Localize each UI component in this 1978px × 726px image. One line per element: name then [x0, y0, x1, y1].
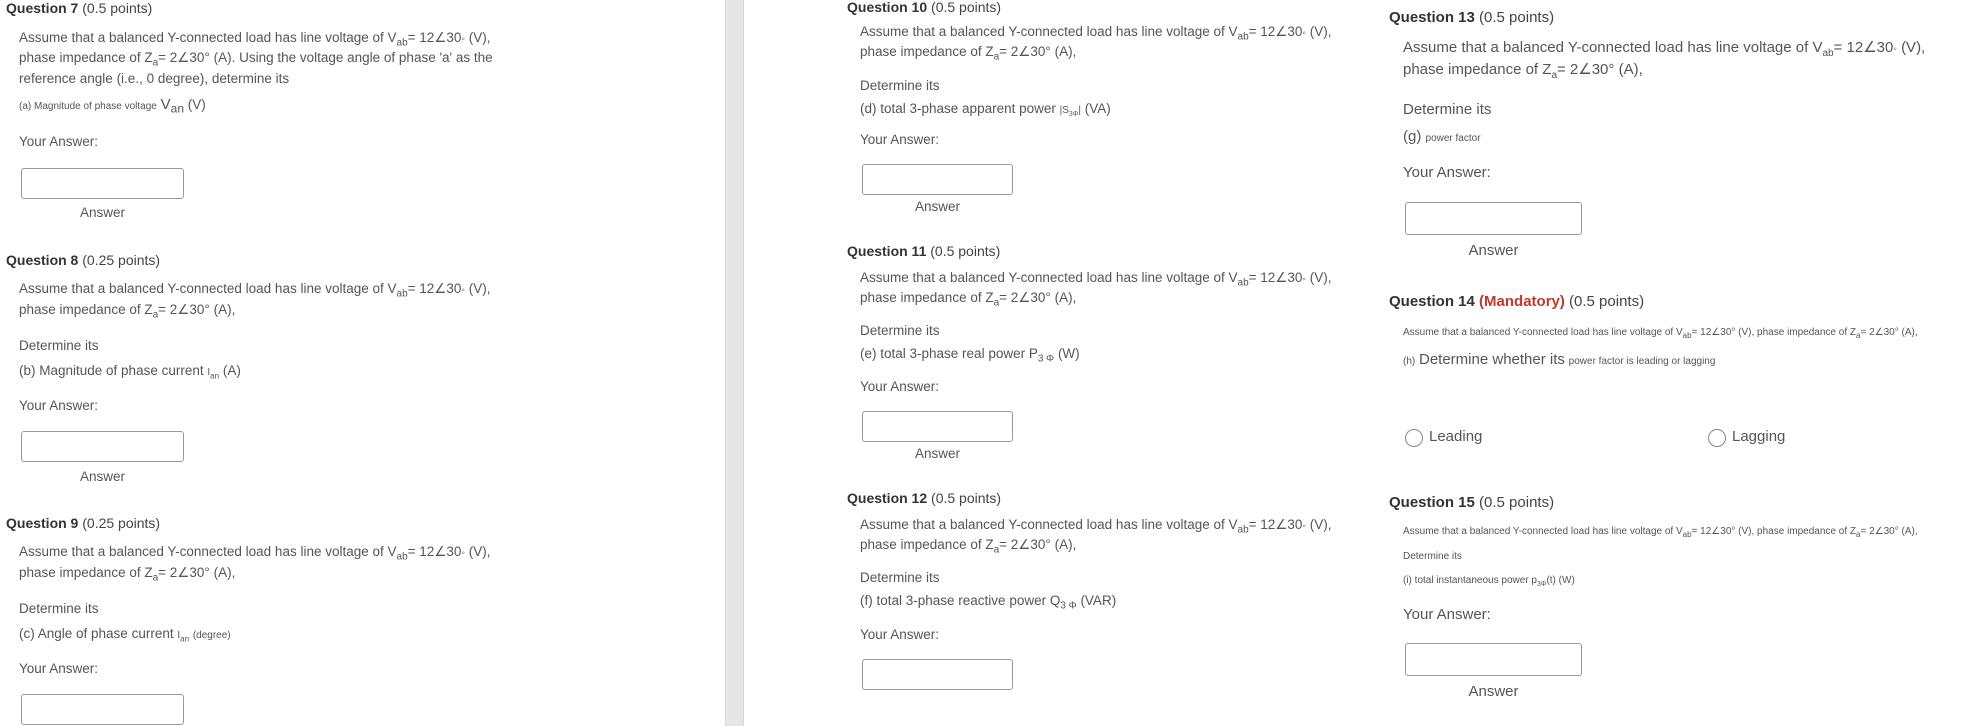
q7-answer-label: Answer — [79, 205, 125, 220]
q13-line1: Assume that a balanced Y-connected load has line voltage of $V_{ab}=$ 12∠30◦ (V), — [1403, 39, 1926, 59]
q7-part: (a) Magnitude of phase voltage $V_{an}$ (V) — [19, 96, 206, 116]
q10-part: (d) total 3-phase apparent power $|S_{3\Phi}|$ (VA) — [860, 101, 1111, 118]
q11-answer-label: Answer — [914, 446, 960, 461]
q13-line2: phase impedance of $Z_a=$ 2∠30° (A), — [1403, 61, 1643, 81]
q10-answer-label: Answer — [914, 199, 960, 214]
q15-determine: Determine its — [1403, 551, 1462, 562]
q15-part: (i) total instantaneous power $p_{3\Phi}(t)$ (W) — [1403, 575, 1575, 588]
q15-answer-input[interactable] — [1405, 643, 1582, 676]
q15-your-answer: Your Answer: — [1403, 606, 1491, 623]
q12-determine: Determine its — [860, 570, 940, 585]
q12-line2: phase impedance of $Z_a=$ 2∠30° (A), — [860, 537, 1077, 556]
q12-your-answer: Your Answer: — [860, 627, 940, 642]
q11-part: (e) total 3-phase real power $P_{3 \Phi}$ (W) — [860, 346, 1080, 365]
q13-part: (g) power factor — [1403, 128, 1481, 145]
q11-line1: Assume that a balanced Y-connected load has line voltage of $V_{ab}=$ 12∠30◦ (V), — [860, 270, 1332, 289]
q15-answer-label: Answer — [1468, 683, 1519, 700]
middle-column — [744, 0, 1384, 726]
column-divider — [725, 0, 744, 726]
q12-answer-input[interactable] — [862, 659, 1013, 690]
question-10-header: Question 10 (0.5 points) — [847, 0, 1002, 15]
q9-part: (c) Angle of phase current $I_{an}$ (degree) — [19, 626, 231, 644]
q11-your-answer: Your Answer: — [860, 379, 940, 394]
radio-leading-label[interactable]: Leading — [1429, 428, 1483, 445]
q9-answer-input[interactable] — [21, 694, 184, 725]
q9-determine: Determine its — [19, 601, 99, 616]
question-7-header: Question 7 (0.5 points) — [6, 0, 153, 16]
q7-line2: phase impedance of $Z_a=$ 2∠30° (A). Using the voltage angle of phase 'a' as the — [19, 50, 493, 69]
q7-your-answer: Your Answer: — [19, 134, 99, 149]
right-column — [1384, 0, 1978, 726]
q11-answer-input[interactable] — [862, 411, 1013, 442]
q8-answer-label: Answer — [79, 469, 125, 484]
mandatory-badge: (Mandatory) — [1479, 293, 1565, 310]
radio-lagging-label[interactable]: Lagging — [1732, 428, 1786, 445]
q7-line3: reference angle (i.e., 0 degree), determine its — [19, 71, 290, 86]
q13-your-answer: Your Answer: — [1403, 164, 1491, 181]
q10-line1: Assume that a balanced Y-connected load has line voltage of $V_{ab}=$ 12∠30◦ (V), — [860, 24, 1332, 43]
radio-leading[interactable] — [1405, 429, 1423, 447]
q8-your-answer: Your Answer: — [19, 398, 99, 413]
q7-line1: Assume that a balanced Y-connected load has line voltage of $V_{ab}=$ 12∠30◦ (V), — [19, 30, 491, 49]
q10-line2: phase impedance of $Z_a=$ 2∠30° (A), — [860, 44, 1077, 63]
question-8-header: Question 8 (0.25 points) — [6, 252, 161, 268]
question-12-header: Question 12 (0.5 points) — [847, 490, 1002, 506]
question-11-header: Question 11 (0.5 points) — [847, 243, 1001, 259]
q9-line2: phase impedance of $Z_a=$ 2∠30° (A), — [19, 565, 236, 584]
q8-answer-input[interactable] — [21, 431, 184, 462]
q11-determine: Determine its — [860, 323, 940, 338]
question-14-header: Question 14 (Mandatory) (0.5 points) — [1389, 293, 1645, 310]
q13-determine: Determine its — [1403, 101, 1492, 118]
q10-determine: Determine its — [860, 78, 940, 93]
q13-answer-label: Answer — [1468, 242, 1519, 259]
q10-your-answer: Your Answer: — [860, 132, 940, 147]
q14-line1: Assume that a balanced Y-connected load has line voltage of $V_{ab}=$ 12∠30° (V), phase impedance of $Z_a=$ 2∠30° (A), — [1403, 327, 1918, 340]
question-13-header: Question 13 (0.5 points) — [1389, 9, 1555, 26]
q8-part: (b) Magnitude of phase current $I_{an}$ (A) — [19, 363, 241, 381]
question-9-header: Question 9 (0.25 points) — [6, 515, 161, 531]
left-column — [0, 0, 725, 726]
q12-line1: Assume that a balanced Y-connected load has line voltage of $V_{ab}=$ 12∠30◦ (V), — [860, 517, 1332, 536]
q9-line1: Assume that a balanced Y-connected load has line voltage of $V_{ab}=$ 12∠30◦ (V), — [19, 544, 491, 563]
q8-line1: Assume that a balanced Y-connected load has line voltage of $V_{ab}=$ 12∠30◦ (V), — [19, 281, 491, 300]
q13-answer-input[interactable] — [1405, 202, 1582, 235]
q8-determine: Determine its — [19, 338, 99, 353]
question-15-header: Question 15 (0.5 points) — [1389, 494, 1555, 511]
q15-line1: Assume that a balanced Y-connected load has line voltage of $V_{ab}=$ 12∠30° (V), phase impedance of $Z_a=$ 2∠30° (A), — [1403, 526, 1918, 539]
q12-part: (f) total 3-phase reactive power $Q_{3 \Phi}$ (VAR) — [860, 593, 1117, 612]
q14-part: (h) Determine whether its power factor is leading or lagging — [1403, 351, 1716, 368]
q9-your-answer: Your Answer: — [19, 661, 99, 676]
radio-lagging[interactable] — [1708, 429, 1726, 447]
q8-line2: phase impedance of $Z_a=$ 2∠30° (A), — [19, 302, 236, 321]
q11-line2: phase impedance of $Z_a=$ 2∠30° (A), — [860, 290, 1077, 309]
q10-answer-input[interactable] — [862, 164, 1013, 195]
q7-answer-input[interactable] — [21, 168, 184, 199]
